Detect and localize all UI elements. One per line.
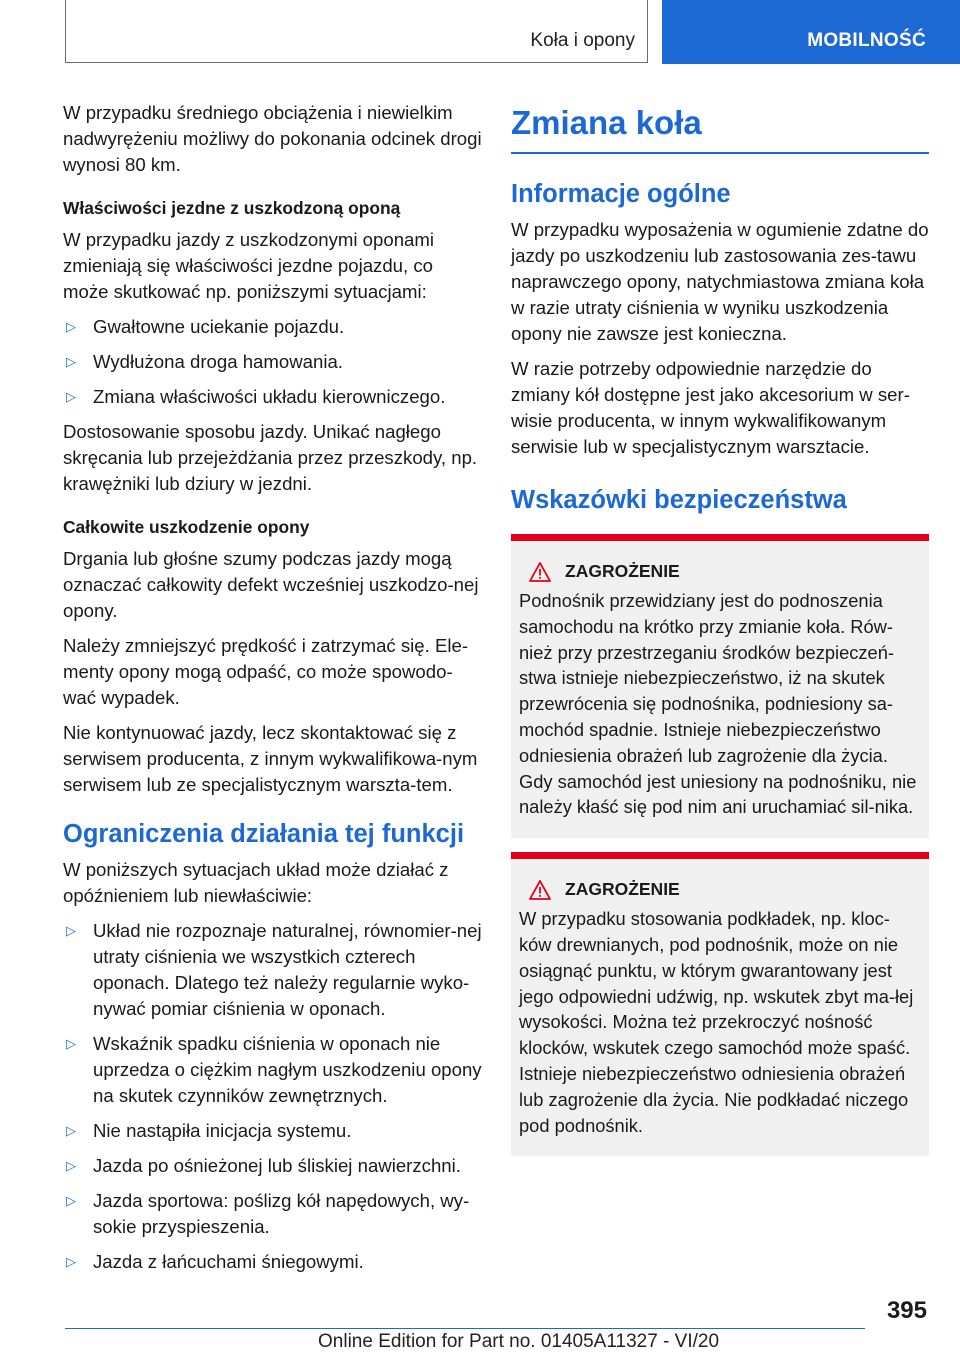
triangle-right-icon: ▷ [66,1193,76,1208]
right-column [511,100,929,1156]
footer-divider [65,1328,865,1329]
warning-text: Podnośnik przewidziany jest do podnoszenia samochodu na krótko przy zmianie koła. Rów-nież przy przestrzeganiu środków bezpieczeń-stwa istnieje niebezpieczeństwo, iż na skutek przewrócenia się podnośnika, podniesiony sa-mochód spadnie. Istnieje niebezpieczeństwo odniesienia obrażeń lub zagrożenie dla życia. Gdy samochód jest uniesiony na podnośniku, nie należy kłaść się pod nim ani uruchamiać sil-nika. [519,590,917,818]
heading-function-limits: Ograniczenia działania tej funkcji [63,820,465,848]
warning-triangle-icon [529,880,551,900]
list-item [63,384,483,410]
triangle-right-icon: ▷ [66,1036,76,1051]
warning-triangle-icon [529,562,551,582]
header-section-title: Koła i opony [530,30,635,51]
triangle-right-icon: ▷ [66,389,76,404]
paragraph: Należy zmniejszyć prędkość i zatrzymać się. Ele-menty opony mogą odpaść, co może spowodo-wać wypadek. [63,635,469,708]
list-item [63,349,483,375]
warning-box [511,852,929,1156]
list-item [63,314,483,340]
triangle-right-icon: ▷ [66,319,76,334]
paragraph: Dostosowanie sposobu jazdy. Unikać nagłego skręcania lub przejeżdżania przez przeszkody, np. krawężniki lub dziury w jezdni. [63,421,478,494]
warning-label: ZAGROŻENIE [565,561,680,581]
paragraph: W poniższych sytuacjach układ może działać z opóźnieniem lub niewłaściwie: [63,859,449,906]
footer-edition: Online Edition for Part no. 01405A11327 - VI/20 [318,1331,720,1352]
list-item-text: Jazda sportowa: poślizg kół napędowych, wy-sokie przyspieszenia. [93,1190,470,1237]
list-item [63,1188,483,1240]
paragraph: W razie potrzeby odpowiednie narzędzie do zmiany kół dostępne jest jako akcesorium w ser-wisie producenta, w innym wykwalifikowanym serwisie lub w specjalistycznym warsztacie. [511,358,910,457]
bullet-list-effects [63,314,483,410]
paragraph: Drgania lub głośne szumy podczas jazdy mogą oznaczać całkowity defekt wcześniej uszkodzo-nej opony. [63,548,479,621]
heading-safety-notes: Wskazówki bezpieczeństwa [511,486,847,514]
list-item [63,1153,483,1179]
triangle-right-icon: ▷ [66,1158,76,1173]
paragraph: W przypadku wyposażenia w ogumienie zdatne do jazdy po uszkodzeniu lub zastosowania zes-tawu naprawczego opony, natychmiastowa zmiana koła w razie utraty ciśnienia w wyniku uszkodzenia opony nie zawsze jest konieczna. [511,219,929,344]
header-chapter-tab: MOBILNOŚĆ [662,0,960,64]
list-item [63,1118,483,1144]
list-item-text: Nie nastąpiła inicjacja systemu. [93,1120,352,1141]
subheading-driving-properties: Właściwości jezdne z uszkodzoną oponą [63,198,401,218]
warning-header [529,561,921,582]
list-item-text: Jazda z łańcuchami śniegowymi. [93,1251,364,1272]
warning-box [511,534,929,838]
paragraph: W przypadku średniego obciążenia i niewielkim nadwyrężeniu możliwy do pokonania odcinek drogi wynosi 80 km. [63,102,482,175]
list-item-text: Zmiana właściwości układu kierowniczego. [93,386,446,407]
warning-text: W przypadku stosowania podkładek, np. kloc-ków drewnianych, pod podnośnik, może on nie osiągnąć punktu, w którym gwarantowany jest jego odpowiedni udźwig, np. wskutek zbyt ma-łej wysokości. Można też przekroczyć nośność klocków, wskutek czego samochód może spaść. Istnieje niebezpieczeństwo odniesienia obrażeń lub zagrożenie dla życia. Nie podkładać niczego pod podnośnik. [519,908,914,1136]
list-item-text: Gwałtowne uciekanie pojazdu. [93,316,345,337]
warning-header [529,879,921,900]
list-item-text: Wskaźnik spadku ciśnienia w oponach nie uprzedza o ciężkim nagłym uszkodzeniu opony na skutek czynników zewnętrznych. [93,1033,482,1106]
left-column [63,100,483,1284]
paragraph: Nie kontynuować jazdy, lecz skontaktować się z serwisem producenta, z innym wykwalifikowa-nym serwisem lub ze specjalistycznym warszta-tem. [63,722,478,795]
list-item [63,918,483,1022]
subheading-total-damage: Całkowite uszkodzenie opony [63,517,310,537]
list-item [63,1249,483,1275]
paragraph: W przypadku jazdy z uszkodzonymi oponami zmieniają się właściwości jezdne pojazdu, co może skutkować np. poniższymi sytuacjami: [63,229,435,302]
triangle-right-icon: ▷ [66,1123,76,1138]
section-title: Zmiana koła [511,100,929,154]
list-item-text: Wydłużona droga hamowania. [93,351,343,372]
triangle-right-icon: ▷ [66,354,76,369]
warning-label: ZAGROŻENIE [565,879,680,900]
triangle-right-icon: ▷ [66,1254,76,1269]
heading-general-info: Informacje ogólne [511,180,731,208]
list-item [63,1031,483,1109]
triangle-right-icon: ▷ [66,923,76,938]
list-item-text: Jazda po ośnieżonej lub śliskiej nawierzchni. [93,1155,461,1176]
bullet-list-limits [63,918,483,1275]
list-item-text: Układ nie rozpoznaje naturalnej, równomier-nej utraty ciśnienia we wszystkich czterech oponach. Dlatego też należy regularnie wyko-nywać pomiar ciśnienia w oponach. [93,920,482,1019]
page-number: 395 [886,1297,927,1324]
